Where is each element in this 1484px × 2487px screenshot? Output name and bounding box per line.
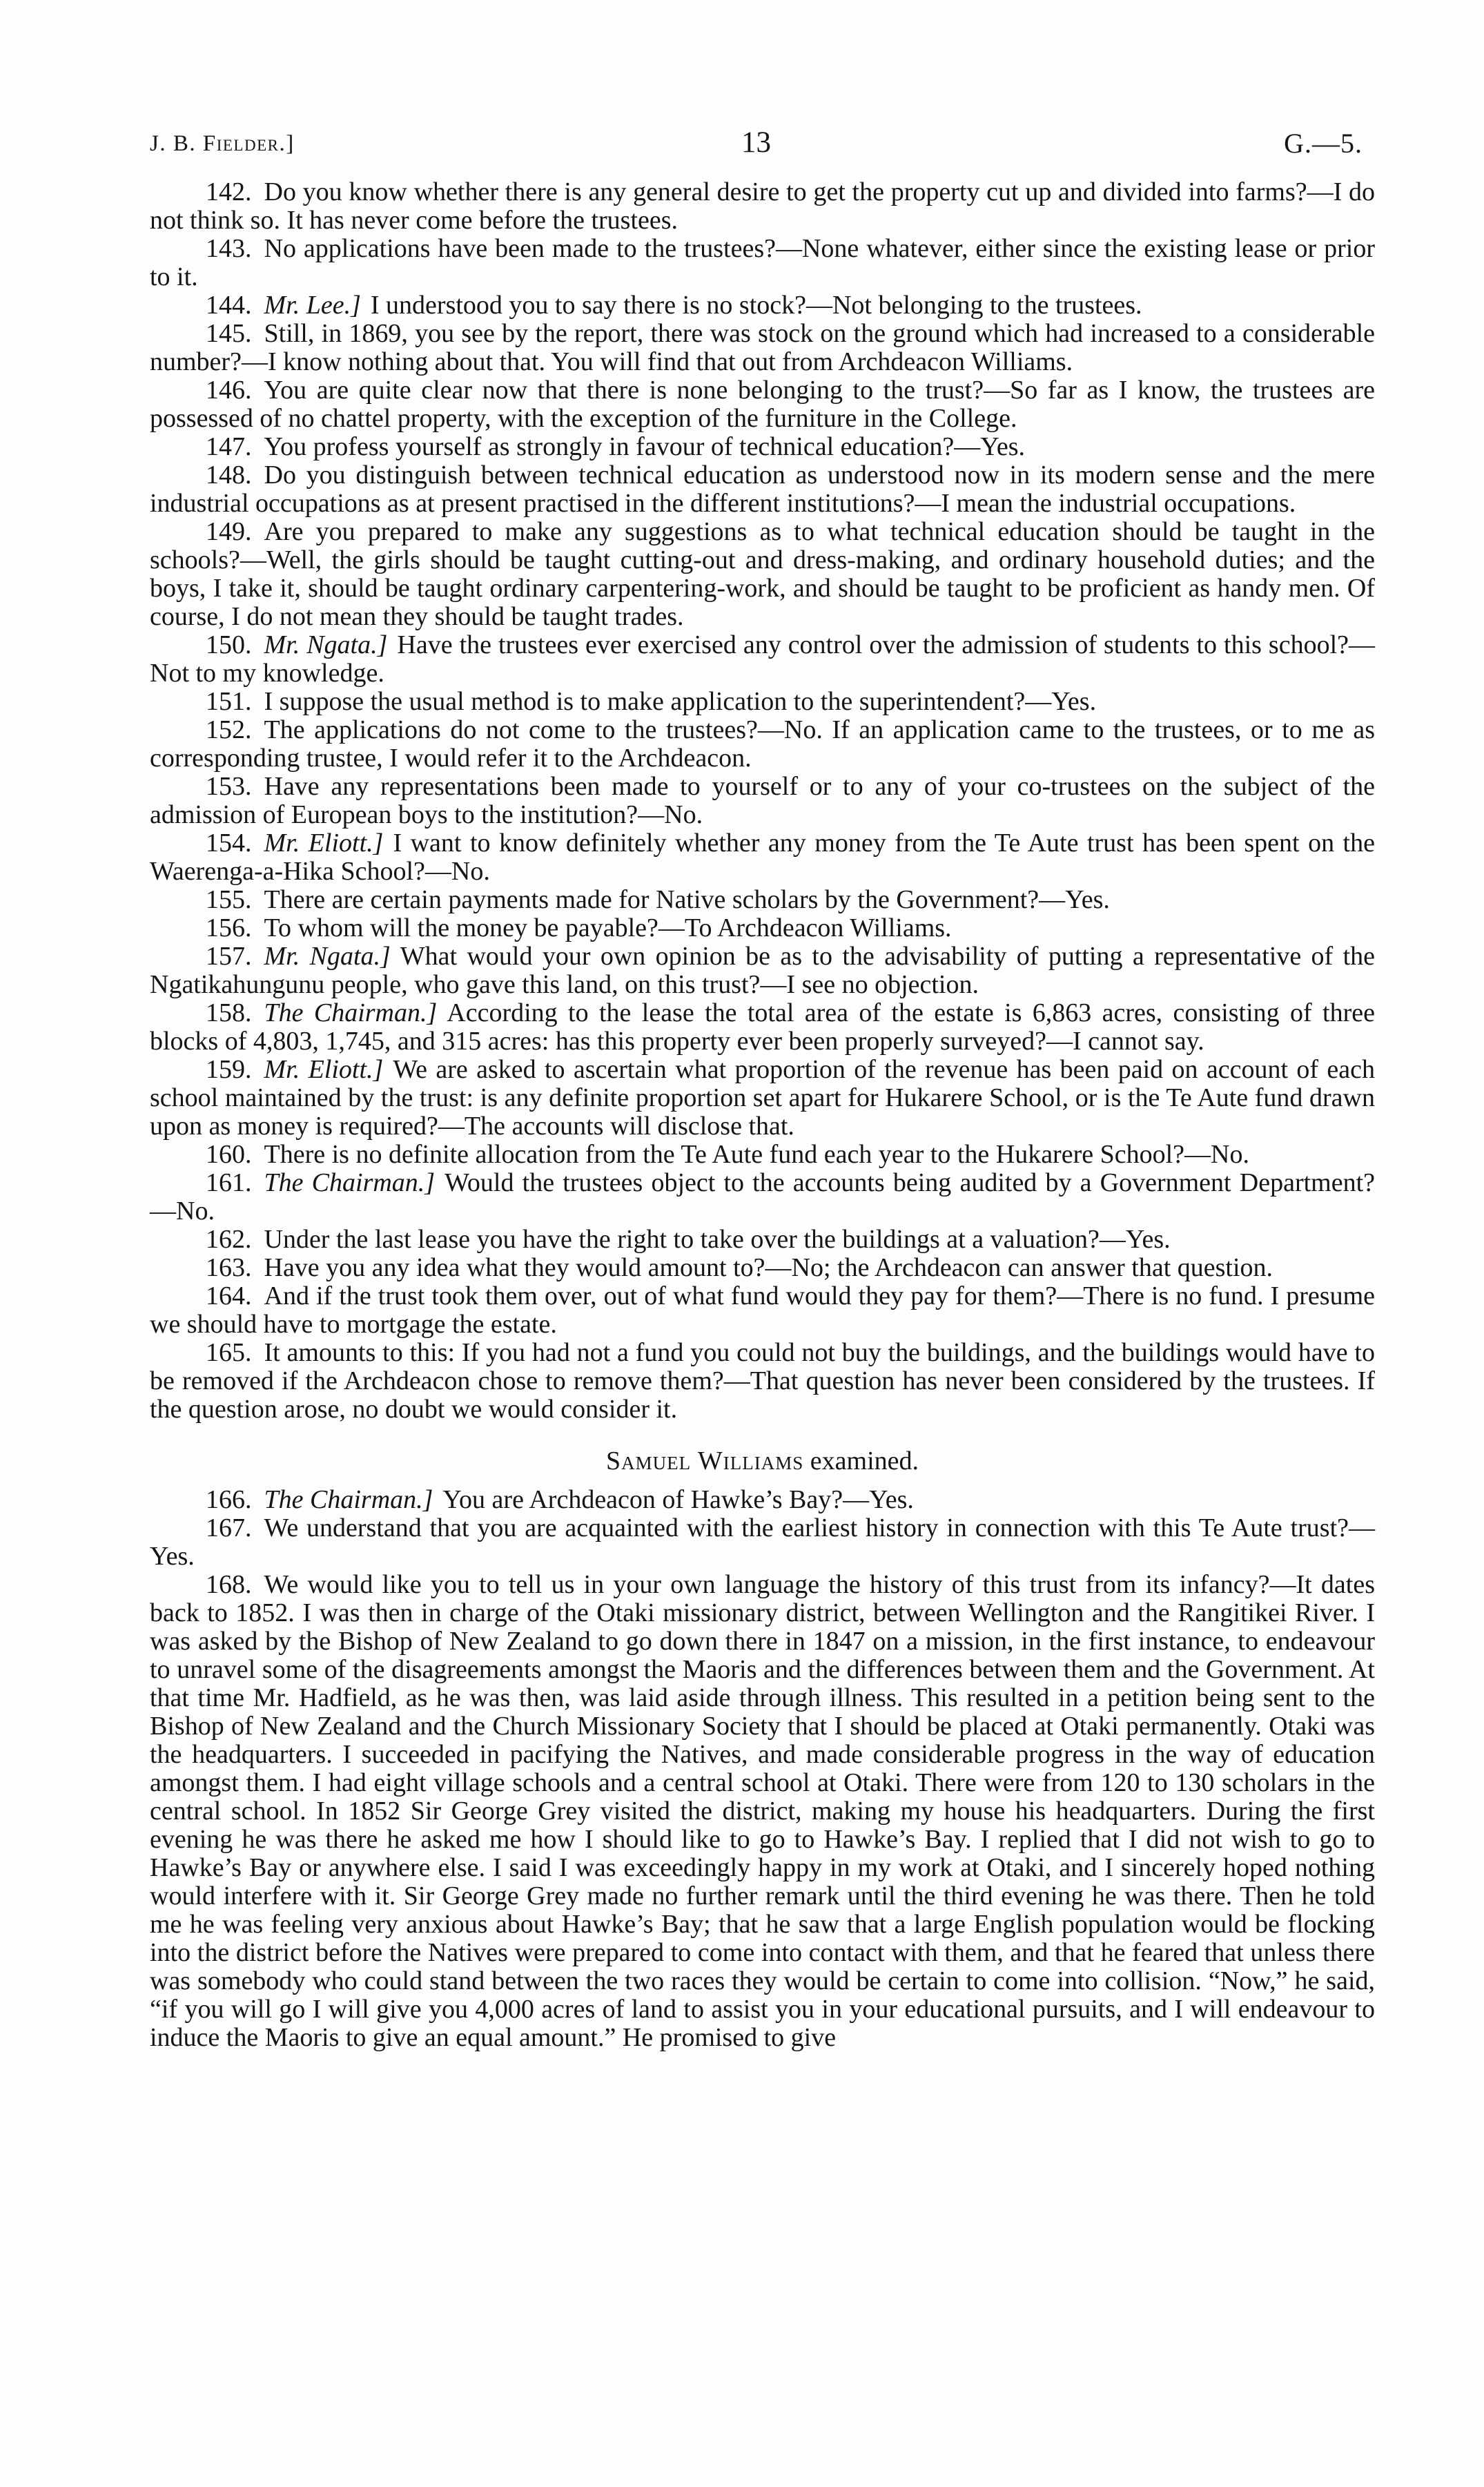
question-answer-text: Under the last lease you have the right to take over the buildings at a valuation?—Yes. bbox=[264, 1225, 1171, 1254]
qa-item-146 bbox=[150, 376, 1375, 433]
speaker-name: Mr. Lee.] bbox=[264, 291, 361, 320]
question-number: 161. bbox=[206, 1168, 252, 1197]
question-number: 158. bbox=[206, 998, 252, 1027]
qa-item-147 bbox=[150, 433, 1375, 461]
question-number: 149. bbox=[206, 517, 252, 546]
question-answer-text: We would like you to tell us in your own language the history of this trust from its infancy?—It dates back to 1852. I was then in charge of the Otaki missionary district, between Wellington and the Rangitikei River. I was asked by the Bishop of New Zealand to go down there in 1847 on a mission, in the first instance, to endeavour to unravel some of the disagreements amongst the Maoris and the differences between them and the Government. At that time Mr. Hadfield, as he was then, was laid aside through illness. This resulted in a petition being sent to the Bishop of New Zealand and the Church Missionary Society that I should be placed at Otaki permanently. Otaki was the headquarters. I succeeded in pacifying the Natives, and made considerable progress in the way of education amongst them. I had eight village schools and a central school at Otaki. There were from 120 to 130 scholars in the central school. In 1852 Sir George Grey visited the district, making my house his headquarters. During the first evening he was there he asked me how I should like to go to Hawke’s Bay. I replied that I did not wish to go to Hawke’s Bay or anywhere else. I said I was exceedingly happy in my work at Otaki, and I sincerely hoped nothing would interfere with it. Sir George Grey made no further remark until the third evening he was there. Then he told me he was feeling very anxious about Hawke’s Bay; that he saw that a large English population would be flocking into the district before the Natives were prepared to come into contact with them, and that he feared that unless there was somebody who could stand between the two races they would be certain to come into collision. “Now,” he said, “if you will go I will give you 4,000 acres of land to assist you in your educational pursuits, and I will endeavour to induce the Maoris to give an equal amount.” He promised to give bbox=[150, 1570, 1375, 2052]
question-answer-text: You profess yourself as strongly in favour of technical education?—Yes. bbox=[264, 432, 1026, 461]
qa-item-153 bbox=[150, 773, 1375, 829]
examined-witness-name: Samuel Williams bbox=[605, 1446, 804, 1475]
question-answer-text: Have any representations been made to yourself or to any of your co-trustees on the subject of the admission of European boys to the institution?—No. bbox=[150, 772, 1375, 829]
qa-item-150 bbox=[150, 631, 1375, 688]
witness-name-header: J. B. Fielder.] bbox=[150, 131, 295, 156]
qa-item-160 bbox=[150, 1141, 1375, 1169]
qa-item-167 bbox=[150, 1514, 1375, 1571]
question-number: 148. bbox=[206, 461, 252, 490]
question-number: 142. bbox=[206, 177, 252, 206]
page-number: 13 bbox=[741, 126, 771, 159]
page-header bbox=[150, 126, 1363, 164]
speaker-name: Mr. Eliott.] bbox=[264, 829, 384, 858]
question-number: 156. bbox=[206, 913, 252, 942]
question-answer-text: Do you distinguish between technical education as understood now in its modern sense and the mere industrial occupations as at present practised in the different institutions?—I mean the industrial occupations. bbox=[150, 461, 1375, 518]
qa-item-142 bbox=[150, 178, 1375, 235]
speaker-name: The Chairman.] bbox=[264, 998, 438, 1027]
qa-item-154 bbox=[150, 829, 1375, 886]
question-answer-text: You are Archdeacon of Hawke’s Bay?—Yes. bbox=[442, 1485, 914, 1514]
question-answer-text: It amounts to this: If you had not a fund you could not buy the buildings, and the buildings would have to be removed if the Archdeacon chose to remove them?—That question has never been considered by the trustees. If the question arose, no doubt we would consider it. bbox=[150, 1338, 1375, 1424]
question-answer-text: There are certain payments made for Native scholars by the Government?—Yes. bbox=[264, 885, 1110, 914]
question-number: 167. bbox=[206, 1513, 252, 1542]
speaker-name: The Chairman.] bbox=[264, 1485, 433, 1514]
qa-item-151 bbox=[150, 688, 1375, 716]
question-answer-text: Would the trustees object to the accounts being audited by a Government Department?—No. bbox=[150, 1168, 1375, 1226]
question-answer-text: We understand that you are acquainted with the earliest history in connection with this Te Aute trust?—Yes. bbox=[150, 1513, 1375, 1571]
question-answer-text: To whom will the money be payable?—To Archdeacon Williams. bbox=[264, 913, 952, 942]
question-number: 153. bbox=[206, 772, 252, 801]
question-answer-text: I understood you to say there is no stock?—Not belonging to the trustees. bbox=[370, 291, 1142, 320]
question-answer-text: Are you prepared to make any suggestions as to what technical education should be taught in the schools?—Well, the girls should be taught cutting-out and dress-making, and ordinary household duties; and the boys, I take it, should be taught ordinary carpentering-work, and should be taught to be proficient as handy men. Of course, I do not mean they should be taught trades. bbox=[150, 517, 1375, 631]
speaker-name: Mr. Ngata.] bbox=[264, 942, 391, 971]
question-number: 150. bbox=[206, 630, 252, 659]
examined-label: examined. bbox=[803, 1446, 919, 1475]
question-number: 155. bbox=[206, 885, 252, 914]
question-answer-text: Have you any idea what they would amount to?—No; the Archdeacon can answer that question. bbox=[264, 1253, 1273, 1282]
question-answer-text: Do you know whether there is any general desire to get the property cut up and divided into farms?—I do not think so. It has never come before the trustees. bbox=[150, 177, 1375, 235]
qa-item-163 bbox=[150, 1254, 1375, 1282]
speaker-name: Mr. Ngata.] bbox=[264, 630, 388, 659]
question-answer-text: What would your own opinion be as to the advisability of putting a representative of the Ngatikahungunu people, who gave this land, on this trust?—I see no objection. bbox=[150, 942, 1376, 999]
qa-item-161 bbox=[150, 1169, 1375, 1226]
question-number: 154. bbox=[206, 829, 252, 858]
speaker-name: The Chairman.] bbox=[264, 1168, 436, 1197]
question-answer-text: Still, in 1869, you see by the report, there was stock on the ground which had increased to a considerable number?—I know nothing about that. You will find that out from Archdeacon Williams. bbox=[150, 319, 1375, 376]
qa-item-168 bbox=[150, 1571, 1375, 2052]
testimony-list-williams bbox=[150, 1486, 1375, 2052]
question-number: 146. bbox=[206, 376, 252, 405]
section-heading bbox=[150, 1447, 1375, 1475]
speaker-name: Mr. Eliott.] bbox=[264, 1055, 384, 1084]
question-number: 144. bbox=[206, 291, 252, 320]
question-number: 157. bbox=[206, 942, 252, 971]
qa-item-152 bbox=[150, 716, 1375, 773]
question-answer-text: The applications do not come to the trustees?—No. If an application came to the trustees, or to me as corresponding trustee, I would refer it to the Archdeacon. bbox=[150, 715, 1375, 773]
question-answer-text: No applications have been made to the trustees?—None whatever, either since the existing lease or prior to it. bbox=[150, 234, 1375, 291]
qa-item-148 bbox=[150, 461, 1375, 518]
question-number: 152. bbox=[206, 715, 252, 744]
qa-item-159 bbox=[150, 1056, 1375, 1141]
qa-item-155 bbox=[150, 886, 1375, 914]
testimony-content bbox=[150, 178, 1375, 2052]
qa-item-162 bbox=[150, 1226, 1375, 1254]
question-answer-text: And if the trust took them over, out of what fund would they pay for them?—There is no fund. I presume we should have to mortgage the estate. bbox=[150, 1281, 1375, 1339]
qa-item-164 bbox=[150, 1282, 1375, 1339]
question-number: 147. bbox=[206, 432, 252, 461]
qa-item-166 bbox=[150, 1486, 1375, 1514]
qa-item-145 bbox=[150, 320, 1375, 376]
question-answer-text: Have the trustees ever exercised any control over the admission of students to this school?—Not to my knowledge. bbox=[150, 630, 1375, 688]
qa-item-143 bbox=[150, 235, 1375, 291]
question-answer-text: You are quite clear now that there is none belonging to the trust?—So far as I know, the trustees are possessed of no chattel property, with the exception of the furniture in the College. bbox=[150, 376, 1375, 433]
question-number: 159. bbox=[206, 1055, 252, 1084]
question-number: 165. bbox=[206, 1338, 252, 1367]
question-number: 145. bbox=[206, 319, 252, 348]
question-number: 164. bbox=[206, 1281, 252, 1310]
question-number: 143. bbox=[206, 234, 252, 263]
question-answer-text: We are asked to ascertain what proportion of the revenue has been paid on account of each school maintained by the trust: is any definite proportion set apart for Hukarere School, or is the Te Aute fund drawn upon as money is required?—The accounts will disclose that. bbox=[150, 1055, 1375, 1141]
question-answer-text: I suppose the usual method is to make application to the superintendent?—Yes. bbox=[264, 687, 1097, 716]
qa-item-158 bbox=[150, 999, 1375, 1056]
paper-reference: G.—5. bbox=[1284, 128, 1363, 159]
qa-item-156 bbox=[150, 914, 1375, 942]
question-number: 162. bbox=[206, 1225, 252, 1254]
question-number: 166. bbox=[206, 1485, 252, 1514]
question-answer-text: According to the lease the total area of the estate is 6,863 acres, consisting of three blocks of 4,803, 1,745, and 315 acres: has this property ever been properly surveyed?—I cannot say. bbox=[150, 998, 1375, 1056]
question-answer-text: I want to know definitely whether any money from the Te Aute trust has been spent on the Waerenga-a-Hika School?—No. bbox=[150, 829, 1375, 886]
qa-item-149 bbox=[150, 518, 1375, 631]
question-number: 168. bbox=[206, 1570, 252, 1599]
question-number: 160. bbox=[206, 1140, 252, 1169]
qa-item-144 bbox=[150, 291, 1375, 320]
question-number: 151. bbox=[206, 687, 252, 716]
qa-item-165 bbox=[150, 1339, 1375, 1424]
qa-item-157 bbox=[150, 942, 1375, 999]
question-answer-text: There is no definite allocation from the Te Aute fund each year to the Hukarere School?—No. bbox=[264, 1140, 1249, 1169]
testimony-list-fielder bbox=[150, 178, 1375, 1424]
question-number: 163. bbox=[206, 1253, 252, 1282]
